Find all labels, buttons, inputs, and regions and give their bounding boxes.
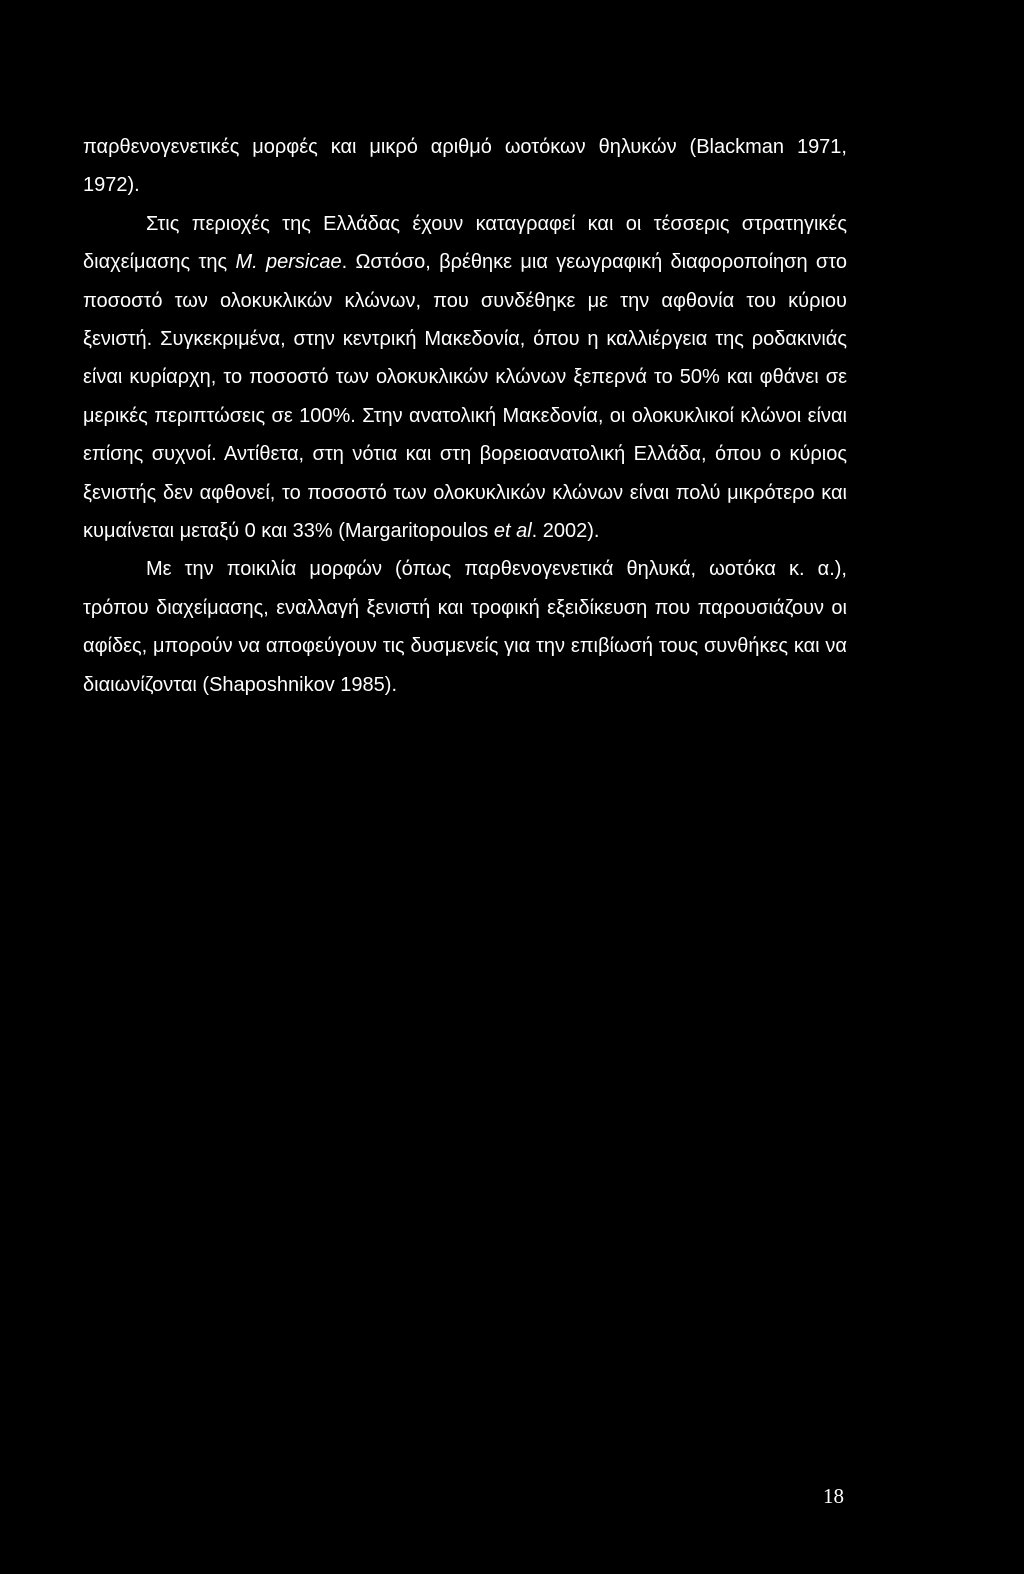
paragraph-2 [83, 205, 847, 551]
paragraph-2-text-b: . Ωστόσο, βρέθηκε μια γεωγραφική διαφοροποίηση στο ποσοστό των ολοκυκλικών κλώνων, που συνδέθηκε με την αφθονία του κύριου ξενιστή. Συγκεκριμένα, στην κεντρική Μακεδονία, όπου η καλλιέργεια της ροδακινιάς είναι κυρίαρχη, το ποσοστό των ολοκυκλικών κλώνων ξεπερνά το 50% και φθάνει σε μερικές περιπτώσεις σε 100%. Στην ανατολική Μακεδονία, οι ολοκυκλικοί κλώνοι είναι επίσης συχνοί. Αντίθετα, στη νότια και στη βορειοανατολική Ελλάδα, όπου ο κύριος ξενιστής δεν αφθονεί, το ποσοστό των ολοκυκλικών κλώνων είναι πολύ μικρότερο και κυμαίνεται μεταξύ 0 και 33% (Margaritopoulos [83, 251, 848, 543]
species-name: M. persicae [235, 251, 342, 274]
paragraph-1 [83, 128, 847, 205]
paragraph-1-text: παρθενογενετικές μορφές και μικρό αριθμό ωοτόκων θηλυκών (Blackman 1971, 1972). [83, 136, 847, 197]
paragraph-3-text: Με την ποικιλία μορφών (όπως παρθενογενετικά θηλυκά, ωοτόκα κ. α.), τρόπου διαχείμασης, εναλλαγή ξενιστή και τροφική εξειδίκευση που παρουσιάζουν οι αφίδες, μπορούν να αποφεύγουν τις δυσμενείς για την επιβίωσή τους συνθήκες και να διαιωνίζονται (Shaposhnikov 1985). [83, 558, 847, 696]
paragraph-3 [83, 550, 847, 704]
paragraph-2-text-c: . 2002). [531, 520, 600, 543]
paragraph-2-text-a: Στις περιοχές της Ελλάδας έχουν καταγραφεί και οι τέσσερις στρατηγικές διαχείμασης της [83, 212, 847, 274]
body-text [83, 128, 847, 704]
et-al-citation: et al [493, 520, 532, 543]
page-number: 18 [823, 1484, 844, 1508]
